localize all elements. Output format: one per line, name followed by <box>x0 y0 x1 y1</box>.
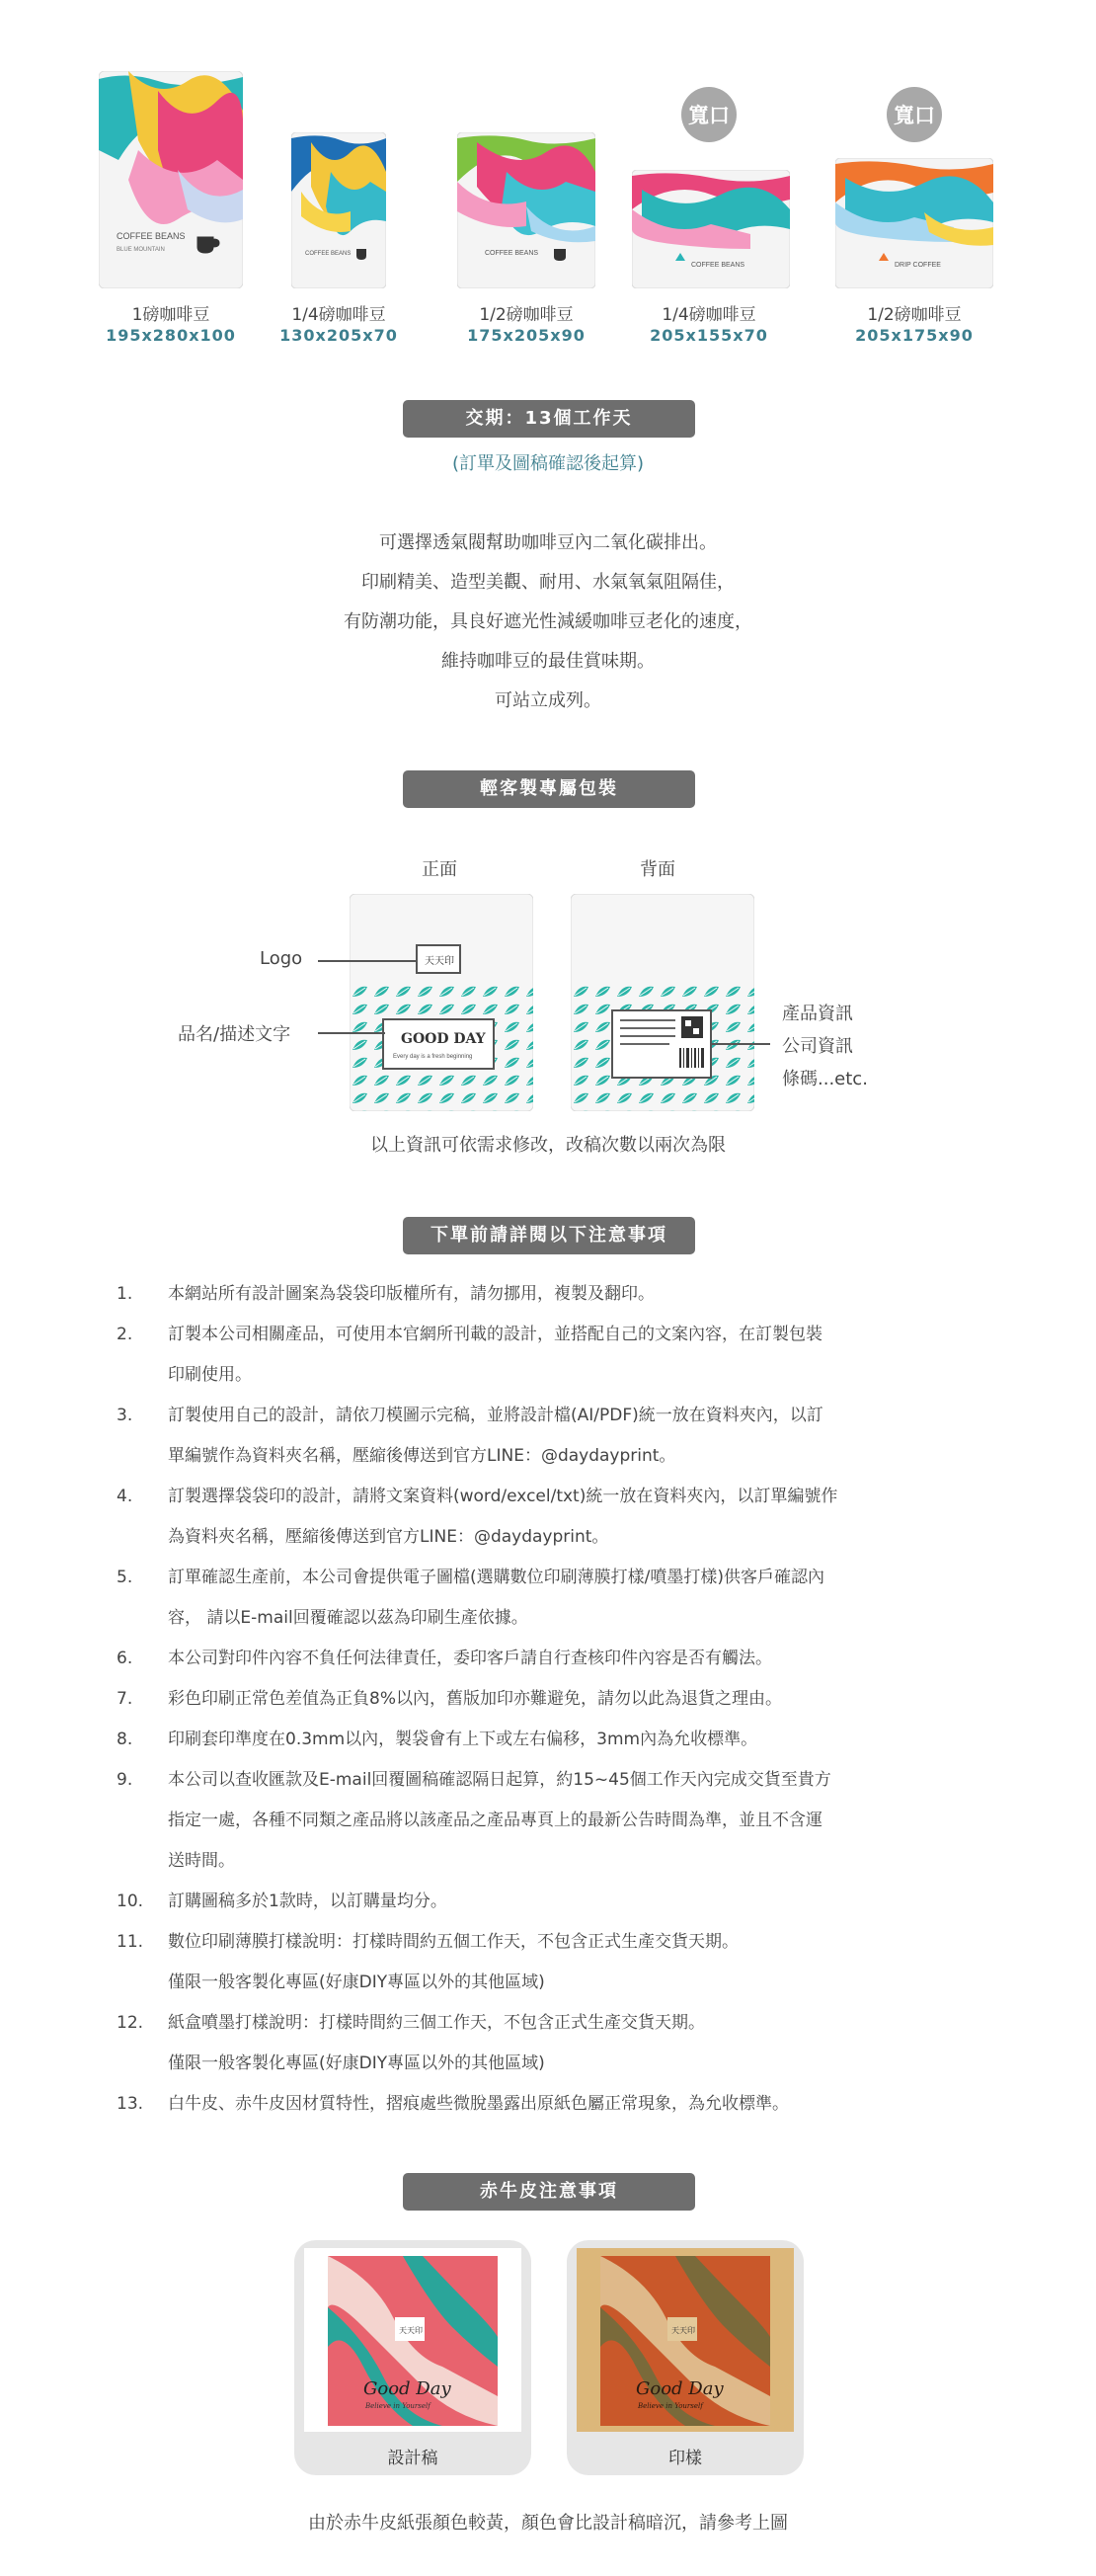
notice-text: 紙盒噴墨打樣說明：打樣時間約三個工作天，不包含正式生產交貨天期。 <box>168 2013 705 2033</box>
card-title: Good Day <box>363 2378 451 2399</box>
back-info-notes <box>782 998 868 1095</box>
product-name: 1磅咖啡豆 <box>131 305 210 325</box>
notice-text: 指定一處，各種不同類之產品將以該產品之產品專頁上的最新公告時間為準，並且不含運 <box>168 1811 822 1830</box>
product-name: 1/2磅咖啡豆 <box>867 305 962 325</box>
print-sample-image <box>577 2248 794 2432</box>
bag-label: DRIP COFFEE <box>895 262 941 269</box>
notice-item <box>109 1558 997 1639</box>
product-name: 1/4磅咖啡豆 <box>662 305 756 325</box>
notice-text: 印刷使用。 <box>168 1365 252 1385</box>
description-line: 可選擇透氣閥幫助咖啡豆內二氧化碳排出。 <box>379 532 717 553</box>
notice-text: 訂製本公司相關產品，可使用本官網所刊載的設計，並搭配自己的文案內容，在訂製包裝 <box>168 1325 822 1344</box>
notice-number: 9. <box>117 1770 133 1790</box>
description-line: 可站立成列。 <box>495 690 601 711</box>
notice-item <box>109 2003 997 2084</box>
notice-text: 為資料夾名稱，壓縮後傳送到官方LINE：@daydayprint。 <box>168 1527 609 1547</box>
card-subtitle: Believe in Yourself <box>638 2402 703 2410</box>
card-subtitle: Believe in Yourself <box>365 2402 431 2410</box>
card-logo-text: 天天印 <box>399 2326 423 2335</box>
notice-text: 數位印刷薄膜打樣說明：打樣時間約五個工作天，不包含正式生產交貨天期。 <box>168 1932 739 1952</box>
name-callout-label: 品名/描述文字 <box>178 1024 291 1045</box>
notice-text: 容， 請以E-mail回覆確認以茲為印刷生產依據。 <box>168 1608 528 1628</box>
bag-logo-text: 天天印 <box>425 956 454 967</box>
notice-item <box>109 1396 997 1477</box>
notice-number: 10. <box>117 1892 144 1911</box>
notice-number: 2. <box>117 1325 133 1344</box>
back-note-product: 產品資訊 <box>782 1004 853 1024</box>
notice-number: 7. <box>117 1689 133 1709</box>
design-sample-image <box>304 2248 521 2432</box>
notice-text: 訂購圖稿多於1款時，以訂購量均分。 <box>168 1892 447 1911</box>
coffee-bag-image <box>99 71 243 288</box>
notice-text: 僅限一般客製化專區(好康DIY專區以外的其他區域) <box>168 2053 545 2073</box>
back-note-company: 公司資訊 <box>782 1036 853 1057</box>
coffee-bag-image <box>632 170 790 288</box>
logo-callout-line <box>318 960 417 962</box>
notice-text: 本網站所有設計圖案為袋袋印版權所有，請勿挪用，複製及翻印。 <box>168 1284 655 1304</box>
description-line: 有防潮功能，具良好遮光性減緩咖啡豆老化的速度， <box>344 611 752 632</box>
notice-item <box>109 2084 997 2125</box>
lead-time-header: 交期：13個工作天 <box>403 400 695 438</box>
card-logo-text: 天天印 <box>671 2326 695 2335</box>
notice-item <box>109 1679 997 1720</box>
notice-number: 8. <box>117 1730 133 1749</box>
card-title: Good Day <box>636 2378 724 2399</box>
bag-label: COFFEE BEANS <box>691 262 745 269</box>
kraft-footer-note: 由於赤牛皮紙張顏色較黃，顏色會比設計稿暗沉，請參考上圖 <box>308 2513 788 2534</box>
notice-item <box>109 1882 997 1922</box>
coffee-bag-image <box>291 132 386 288</box>
notice-item <box>109 1477 997 1558</box>
notice-item <box>109 1639 997 1679</box>
notice-number: 11. <box>117 1932 144 1952</box>
product-dimensions: 205x155x70 <box>650 326 768 345</box>
product-card <box>265 0 413 356</box>
back-bag-image <box>571 894 754 1111</box>
notice-item <box>109 1315 997 1396</box>
custom-packaging-header: 輕客製專屬包裝 <box>403 770 695 808</box>
coffee-bag-image <box>457 132 595 288</box>
custom-caption: 以上資訊可依需求修改，改稿次數以兩次為限 <box>370 1135 726 1156</box>
notice-text: 本公司對印件內容不負任何法律責任，委印客戶請自行查核印件內容是否有觸法。 <box>168 1649 772 1668</box>
product-dimensions: 130x205x70 <box>279 326 398 345</box>
print-sample-label: 印樣 <box>668 2449 702 2468</box>
lead-time-subtitle: (訂單及圖稿確認後起算) <box>451 453 645 474</box>
notice-text: 僅限一般客製化專區(好康DIY專區以外的其他區域) <box>168 1972 545 1992</box>
notice-text: 訂單確認生產前，本公司會提供電子圖檔(選購數位印刷薄膜打樣/噴墨打樣)供客戶確認內 <box>168 1568 824 1587</box>
notice-number: 3. <box>117 1406 133 1425</box>
notice-number: 1. <box>117 1284 133 1304</box>
back-note-barcode: 條碼...etc. <box>782 1069 868 1089</box>
description-line: 印刷精美、造型美觀、耐用、水氣氧氣阻隔佳， <box>361 572 735 593</box>
bag-label: COFFEE BEANS <box>485 250 539 257</box>
notice-item <box>109 1760 997 1882</box>
product-name: 1/4磅咖啡豆 <box>291 305 386 325</box>
notice-item <box>109 1720 997 1760</box>
notice-number: 5. <box>117 1568 133 1587</box>
notice-text: 本公司以查收匯款及E-mail回覆圖稿確認隔日起算，約15~45個工作天內完成交貨至貴方 <box>168 1770 831 1790</box>
notice-number: 6. <box>117 1649 133 1668</box>
notice-text: 白牛皮、赤牛皮因材質特性，摺痕處些微脫墨露出原紙色屬正常現象，為允收標準。 <box>168 2094 789 2114</box>
front-bag-image <box>350 894 533 1111</box>
notice-text: 訂製使用自己的設計，請依刀模圖示完稿，並將設計檔(AI/PDF)統一放在資料夾內，以訂 <box>168 1406 823 1425</box>
wide-mouth-badge: 寬口 <box>887 87 942 142</box>
kraft-header: 赤牛皮注意事項 <box>403 2173 695 2211</box>
product-card <box>87 0 255 356</box>
product-card <box>825 0 1003 356</box>
description-line: 維持咖啡豆的最佳賞味期。 <box>441 651 655 672</box>
bag-subtitle: Every day is a fresh beginning <box>393 1054 473 1060</box>
front-label: 正面 <box>422 859 457 880</box>
bag-title: GOOD DAY <box>401 1031 486 1047</box>
bag-sublabel: BLUE MOUNTAIN <box>117 247 165 253</box>
back-label: 背面 <box>640 859 675 880</box>
product-card <box>442 0 610 356</box>
notice-text: 訂製選擇袋袋印的設計，請將文案資料(word/excel/txt)統一放在資料夾內，以訂單編號作 <box>168 1487 838 1506</box>
bag-label: COFFEE BEANS <box>305 251 352 257</box>
notice-text: 單編號作為資料夾名稱，壓縮後傳送到官方LINE：@daydayprint。 <box>168 1446 676 1466</box>
notice-text: 印刷套印準度在0.3mm以內，製袋會有上下或左右偏移，3mm內為允收標準。 <box>168 1730 758 1749</box>
coffee-bag-image <box>835 158 993 288</box>
notice-number: 13. <box>117 2094 144 2114</box>
product-dimensions: 205x175x90 <box>855 326 974 345</box>
notices-header: 下單前請詳閱以下注意事項 <box>403 1217 695 1254</box>
name-callout-line <box>318 1032 385 1034</box>
product-dimensions: 195x280x100 <box>106 326 236 345</box>
info-callout-line <box>711 1043 770 1045</box>
product-card <box>620 0 798 356</box>
notices-list <box>109 1274 997 2125</box>
notice-item <box>109 1922 997 2003</box>
notice-text: 送時間。 <box>168 1851 235 1871</box>
notice-item <box>109 1274 997 1315</box>
logo-callout-label: Logo <box>260 948 303 969</box>
notice-number: 12. <box>117 2013 144 2033</box>
design-sample-label: 設計稿 <box>387 2449 438 2468</box>
product-name: 1/2磅咖啡豆 <box>479 305 574 325</box>
product-dimensions: 175x205x90 <box>467 326 586 345</box>
notice-number: 4. <box>117 1487 133 1506</box>
notice-text: 彩色印刷正常色差值為正負8%以內，舊版加印亦難避免，請勿以此為退貨之理由。 <box>168 1689 782 1709</box>
product-description <box>0 523 1096 721</box>
bag-label: COFFEE BEANS <box>117 231 186 241</box>
wide-mouth-badge: 寬口 <box>681 87 737 142</box>
